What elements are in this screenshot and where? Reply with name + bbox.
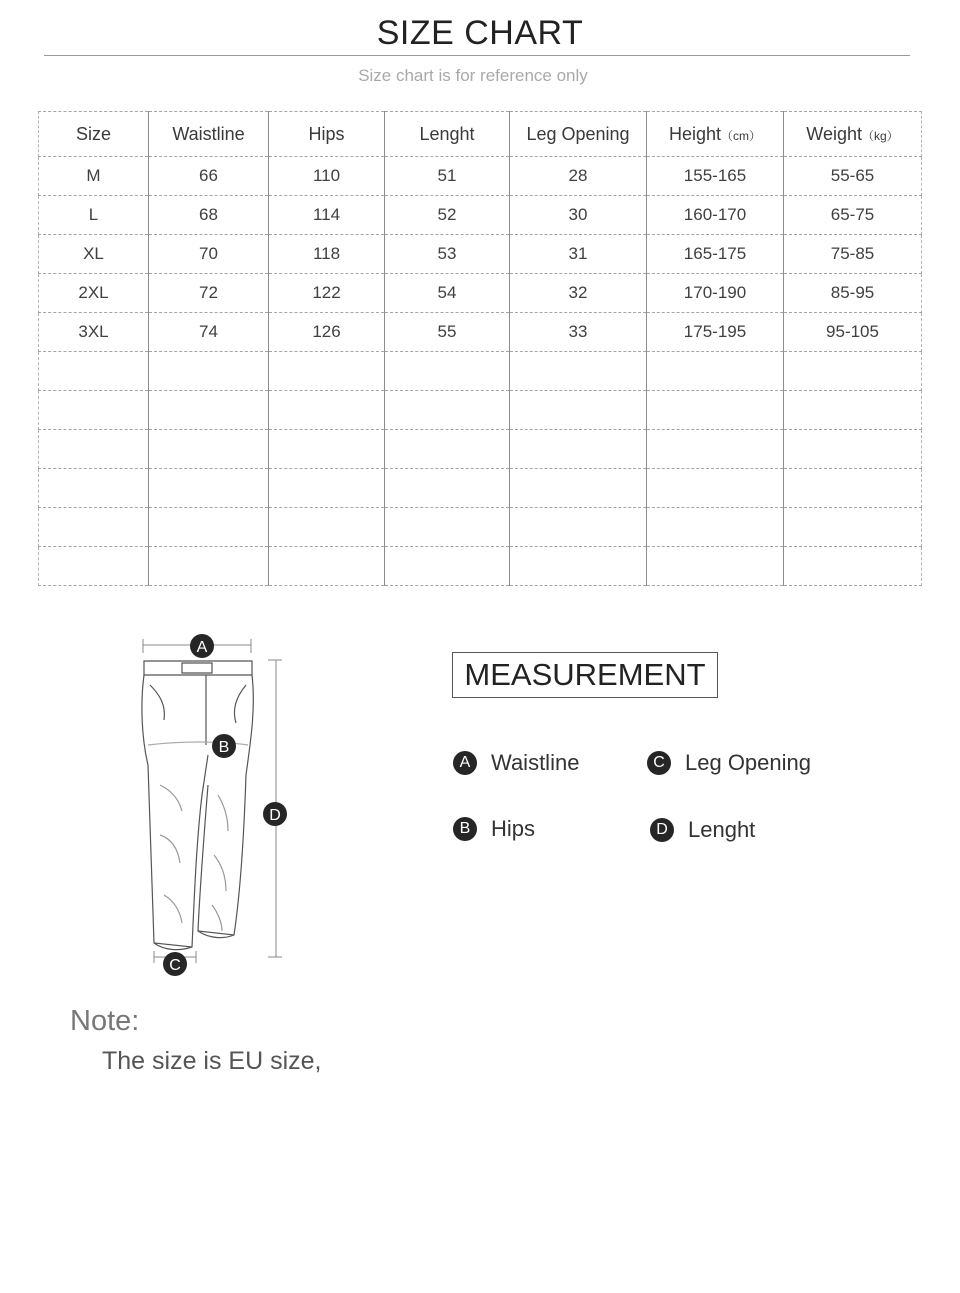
table-cell: 65-75	[784, 196, 922, 235]
table-cell	[647, 391, 784, 430]
table-cell: 31	[510, 235, 647, 274]
table-cell	[510, 508, 647, 547]
svg-text:D: D	[269, 807, 281, 824]
table-cell: 33	[510, 313, 647, 352]
table-cell	[784, 352, 922, 391]
table-cell	[784, 469, 922, 508]
table-cell: 118	[269, 235, 385, 274]
header-weight: Weight（kg）	[784, 112, 922, 157]
table-cell	[784, 391, 922, 430]
weight-unit: （kg）	[862, 128, 899, 143]
table-header-row	[39, 112, 922, 157]
table-cell: 160-170	[647, 196, 784, 235]
table-cell	[784, 508, 922, 547]
table-cell	[647, 352, 784, 391]
table-cell: 55-65	[784, 157, 922, 196]
table-cell: XL	[39, 235, 149, 274]
table-row	[39, 430, 922, 469]
table-cell: 165-175	[647, 235, 784, 274]
table-row	[39, 352, 922, 391]
page-subtitle: Size chart is for reference only	[358, 66, 588, 85]
table-cell	[39, 352, 149, 391]
legend-badge-d: D	[650, 818, 674, 842]
table-row	[39, 547, 922, 586]
table-cell	[385, 508, 510, 547]
table-cell	[647, 469, 784, 508]
page-title: SIZE CHART	[376, 14, 584, 52]
legend-label-hips: Hips	[491, 816, 536, 841]
table-cell	[510, 547, 647, 586]
svg-text:C: C	[169, 957, 181, 974]
table-cell	[510, 391, 647, 430]
table-cell	[510, 430, 647, 469]
table-cell: 155-165	[647, 157, 784, 196]
table-row	[39, 274, 922, 313]
pants-illustration	[120, 625, 310, 985]
table-cell	[385, 547, 510, 586]
marker-d	[263, 802, 287, 826]
svg-text:B: B	[218, 739, 230, 756]
legend-length	[650, 817, 755, 843]
table-cell: 170-190	[647, 274, 784, 313]
pants-sketch	[142, 661, 253, 950]
table-row	[39, 157, 922, 196]
table-cell: 51	[385, 157, 510, 196]
header-size: Size	[39, 112, 149, 157]
table-cell	[647, 508, 784, 547]
legend-hips	[453, 816, 535, 842]
table-cell: 122	[269, 274, 385, 313]
table-cell	[149, 430, 269, 469]
header-waistline: Waistline	[149, 112, 269, 157]
table-cell	[39, 430, 149, 469]
note-title: Note:	[70, 1005, 140, 1037]
table-row	[39, 196, 922, 235]
table-cell: 2XL	[39, 274, 149, 313]
table-cell: 3XL	[39, 313, 149, 352]
table-body	[39, 157, 922, 586]
table-cell	[510, 352, 647, 391]
table-cell	[149, 508, 269, 547]
table-cell: 28	[510, 157, 647, 196]
table-cell	[385, 469, 510, 508]
table-cell: 110	[269, 157, 385, 196]
legend-badge-b: B	[453, 817, 477, 841]
pants-diagram	[120, 625, 310, 985]
table-cell	[39, 469, 149, 508]
marker-a	[190, 634, 214, 658]
table-cell	[269, 430, 385, 469]
table-cell	[385, 430, 510, 469]
table-cell: 32	[510, 274, 647, 313]
table-cell: 55	[385, 313, 510, 352]
header-height: Height（cm）	[647, 112, 784, 157]
legend-label-length: Lenght	[688, 817, 756, 842]
height-unit: （cm）	[721, 128, 762, 143]
table-cell: 53	[385, 235, 510, 274]
table-cell	[39, 547, 149, 586]
table-cell: 54	[385, 274, 510, 313]
table-cell: 95-105	[784, 313, 922, 352]
table-cell	[269, 508, 385, 547]
table-cell	[647, 547, 784, 586]
table-cell	[149, 547, 269, 586]
table-cell: 72	[149, 274, 269, 313]
table-cell: 68	[149, 196, 269, 235]
table-cell: 66	[149, 157, 269, 196]
table-cell: 114	[269, 196, 385, 235]
table-cell	[510, 469, 647, 508]
table-cell	[149, 469, 269, 508]
svg-text:A: A	[196, 639, 208, 656]
table-row	[39, 469, 922, 508]
table-cell	[647, 430, 784, 469]
table-cell	[269, 352, 385, 391]
table-cell	[784, 430, 922, 469]
table-cell	[269, 469, 385, 508]
table-cell	[149, 391, 269, 430]
marker-c	[163, 952, 187, 976]
table-cell: 75-85	[784, 235, 922, 274]
header-length: Lenght	[385, 112, 510, 157]
marker-b	[212, 734, 236, 758]
table-row	[39, 235, 922, 274]
table-cell: 175-195	[647, 313, 784, 352]
table-cell: 52	[385, 196, 510, 235]
legend-label-leg-opening: Leg Opening	[685, 750, 811, 775]
title-divider	[44, 55, 910, 56]
table-cell: 30	[510, 196, 647, 235]
header-leg-opening: Leg Opening	[510, 112, 647, 157]
table-cell: 70	[149, 235, 269, 274]
size-table	[38, 111, 922, 586]
note-text: The size is EU size,	[102, 1047, 322, 1075]
table-cell	[39, 391, 149, 430]
table-cell	[784, 547, 922, 586]
table-row	[39, 313, 922, 352]
legend-waistline	[453, 750, 579, 776]
legend-leg-opening	[647, 750, 811, 776]
table-cell: L	[39, 196, 149, 235]
table-cell	[149, 352, 269, 391]
table-cell: 85-95	[784, 274, 922, 313]
table-cell: 74	[149, 313, 269, 352]
table-cell	[269, 547, 385, 586]
header-hips: Hips	[269, 112, 385, 157]
legend-badge-c: C	[647, 751, 671, 775]
table-cell	[385, 352, 510, 391]
measurement-heading: MEASUREMENT	[452, 652, 718, 698]
table-cell	[269, 391, 385, 430]
legend-badge-a: A	[453, 751, 477, 775]
table-cell	[385, 391, 510, 430]
legend-label-waistline: Waistline	[491, 750, 580, 775]
table-cell	[39, 508, 149, 547]
table-cell: M	[39, 157, 149, 196]
table-row	[39, 391, 922, 430]
table-cell: 126	[269, 313, 385, 352]
table-row	[39, 508, 922, 547]
